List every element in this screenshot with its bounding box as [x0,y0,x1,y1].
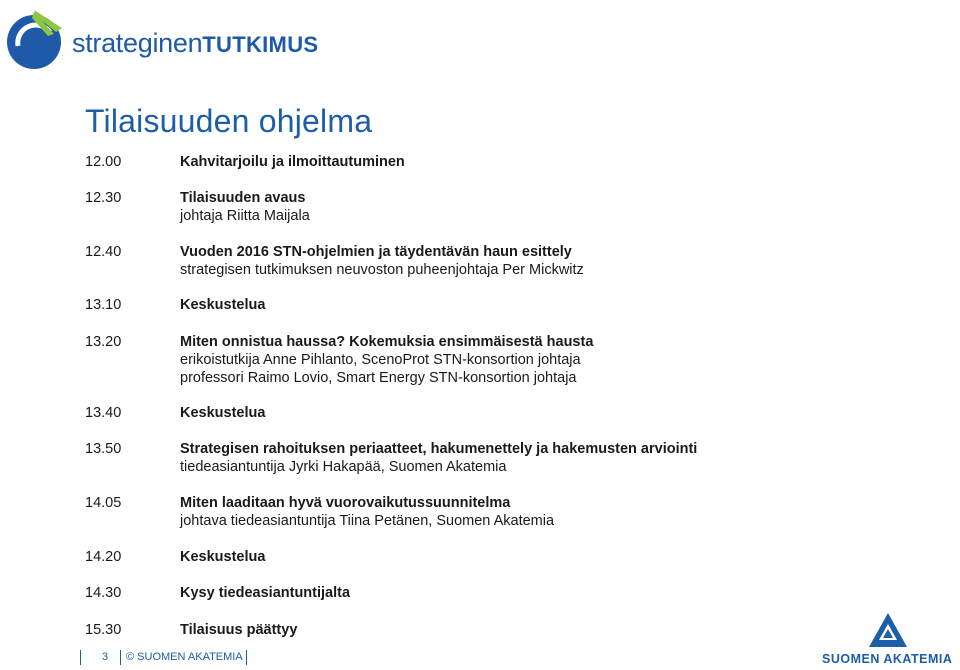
agenda-time: 13.40 [85,405,122,421]
agenda-time: 14.30 [85,585,122,601]
agenda-time: 12.40 [85,244,122,260]
akatemia-triangle-icon [868,612,908,648]
agenda-speaker: johtaja Riitta Maijala [180,208,310,224]
logo-word-1: strateginen [72,28,203,58]
agenda-speaker: erikoistutkija Anne Pihlanto, ScenoProt STN-konsortion johtaja [180,352,581,368]
strateginen-tutkimus-logo [4,6,319,70]
agenda-time: 14.05 [85,495,122,511]
agenda-heading: Tilaisuuden avaus [180,190,306,206]
agenda-time: 12.00 [85,154,122,170]
agenda-time: 13.10 [85,297,122,313]
logo-wordmark [72,28,318,59]
agenda-heading: Kahvitarjoilu ja ilmoittautuminen [180,154,405,170]
agenda-speaker: professori Raimo Lovio, Smart Energy STN-konsortion johtaja [180,370,577,386]
page-number: 3 [102,651,109,663]
agenda-time: 12.30 [85,190,122,206]
agenda-time: 13.20 [85,334,122,350]
page-title: Tilaisuuden ohjelma [85,103,373,139]
footer-divider [246,650,247,665]
agenda-time: 14.20 [85,549,122,565]
agenda-speaker: tiedeasiantuntija Jyrki Hakapää, Suomen Akatemia [180,459,507,475]
footer-copyright: © SUOMEN AKATEMIA [126,651,243,663]
agenda-heading: Miten onnistua haussa? Kokemuksia ensimmäisestä hausta [180,334,594,350]
agenda-heading: Keskustelua [180,549,266,565]
agenda-heading: Tilaisuus päättyy [180,622,298,638]
agenda-heading: Kysy tiedeasiantuntijalta [180,585,351,601]
logo-word-2: TUTKIMUS [202,32,319,57]
agenda-speaker: strategisen tutkimuksen neuvoston puheenjohtaja Per Mickwitz [180,262,584,278]
agenda-heading: Miten laaditaan hyvä vuorovaikutussuunnitelma [180,495,511,511]
agenda-time: 13.50 [85,441,122,457]
footer-divider [120,650,121,665]
agenda-time: 15.30 [85,622,122,638]
logo-mark-icon [4,6,68,70]
agenda-heading: Strategisen rahoituksen periaatteet, hakumenettely ja hakemusten arviointi [180,441,698,457]
agenda-heading: Vuoden 2016 STN-ohjelmien ja täydentävän haun esittely [180,244,572,260]
footer-divider [80,650,81,665]
agenda-speaker: johtava tiedeasiantuntija Tiina Petänen, Suomen Akatemia [180,513,555,529]
agenda-heading: Keskustelua [180,405,266,421]
akatemia-wordmark: SUOMEN AKATEMIA [822,652,953,666]
agenda-heading: Keskustelua [180,297,266,313]
suomen-akatemia-logo [818,612,958,668]
